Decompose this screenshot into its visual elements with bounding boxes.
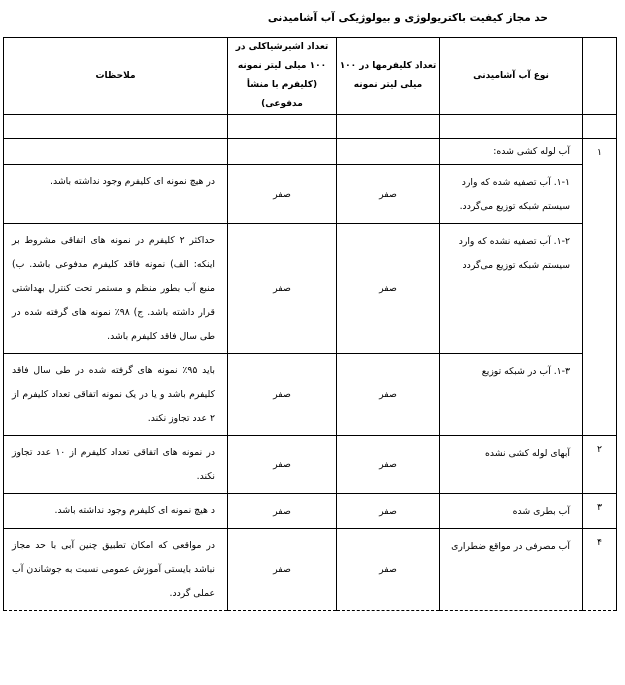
notes-cell: باید ۹۵٪ نمونه های گرفته شده در طی سال فاقد کلیفرم باشد و یا در یک نمونه اتفاقی تعداد کلیفرم از ۲ عدد تجاوز نکند. xyxy=(4,354,228,436)
coliform-cell xyxy=(337,139,440,165)
water-type-cell: آب لوله کشی شده: xyxy=(440,139,583,165)
table-row xyxy=(4,494,617,529)
table-row xyxy=(4,139,617,165)
table-row xyxy=(4,436,617,494)
header-notes: ملاحظات xyxy=(4,38,228,115)
row-number: ۳ xyxy=(583,494,617,529)
water-type-cell: آب بطری شده xyxy=(440,494,583,529)
notes-cell: در هیچ نمونه ای کلیفرم وجود نداشته باشد. xyxy=(4,165,228,224)
ecoli-cell: صفر xyxy=(228,529,337,611)
water-type-cell: ۱-۱. آب تصفیه شده که وارد سیستم شبکه توزیع می‌گردد. xyxy=(440,165,583,224)
notes-cell: حداکثر ۲ کلیفرم در نمونه های اتفاقی مشروط بر اینکه: الف) نمونه فاقد کلیفرم مدفوعی باشد. ب) منبع آب بطور منظم و مستمر تحت کنترل بهداشتی قرار داشته باشد. ج) ۹۸٪ نمونه های گرفته شده در طی سال فاقد کلیفرم باشد. xyxy=(4,224,228,354)
table-caption: حد مجاز کیفیت باکتریولوژی و بیولوژیکی آب آشامیدنی xyxy=(267,12,548,24)
water-type-cell: آبهای لوله کشی نشده xyxy=(440,436,583,494)
header-coliform-count: تعداد کلیفرمها در ۱۰۰ میلی لیتر نمونه xyxy=(337,38,440,115)
ecoli-cell: صفر xyxy=(228,165,337,224)
spacer-row xyxy=(4,115,617,139)
ecoli-cell: صفر xyxy=(228,436,337,494)
row-number: ۴ xyxy=(583,529,617,611)
row-number: ۱ xyxy=(583,139,617,436)
ecoli-cell: صفر xyxy=(228,494,337,529)
header-row xyxy=(4,38,617,115)
ecoli-cell: صفر xyxy=(228,224,337,354)
notes-cell: در نمونه های اتفاقی تعداد کلیفرم از ۱۰ عدد تجاوز نکند. xyxy=(4,436,228,494)
table-row xyxy=(4,354,617,436)
coliform-cell: صفر xyxy=(337,165,440,224)
coliform-cell: صفر xyxy=(337,494,440,529)
coliform-cell: صفر xyxy=(337,354,440,436)
table-row xyxy=(4,224,617,354)
water-quality-table xyxy=(3,37,617,611)
water-type-cell: ۱-۲. آب تصفیه نشده که وارد سیستم شبکه توزیع می‌گردد xyxy=(440,224,583,354)
notes-cell: د هیچ نمونه ای کلیفرم وجود نداشته باشد. xyxy=(4,494,228,529)
table-row xyxy=(4,529,617,611)
coliform-cell: صفر xyxy=(337,529,440,611)
water-type-cell: آب مصرفی در مواقع ضطراری xyxy=(440,529,583,611)
table-row xyxy=(4,165,617,224)
notes-cell xyxy=(4,139,228,165)
header-water-type: نوع آب آشامیدنی xyxy=(440,38,583,115)
notes-cell: در مواقعی که امکان تطبیق چنین آبی با حد مجاز نباشد بایستی آموزش عمومی نسبت به جوشاندن آب عملی گردد. xyxy=(4,529,228,611)
ecoli-cell xyxy=(228,139,337,165)
header-number xyxy=(583,38,617,115)
water-type-cell: ۱-۳. آب در شبکه توزیع xyxy=(440,354,583,436)
row-number: ۲ xyxy=(583,436,617,494)
header-ecoli-count: تعداد اشیرشیاکلی در ۱۰۰ میلی لیتر نمونه (کلیفرم با منشأ مدفوعی) xyxy=(228,38,337,115)
coliform-cell: صفر xyxy=(337,224,440,354)
ecoli-cell: صفر xyxy=(228,354,337,436)
coliform-cell: صفر xyxy=(337,436,440,494)
